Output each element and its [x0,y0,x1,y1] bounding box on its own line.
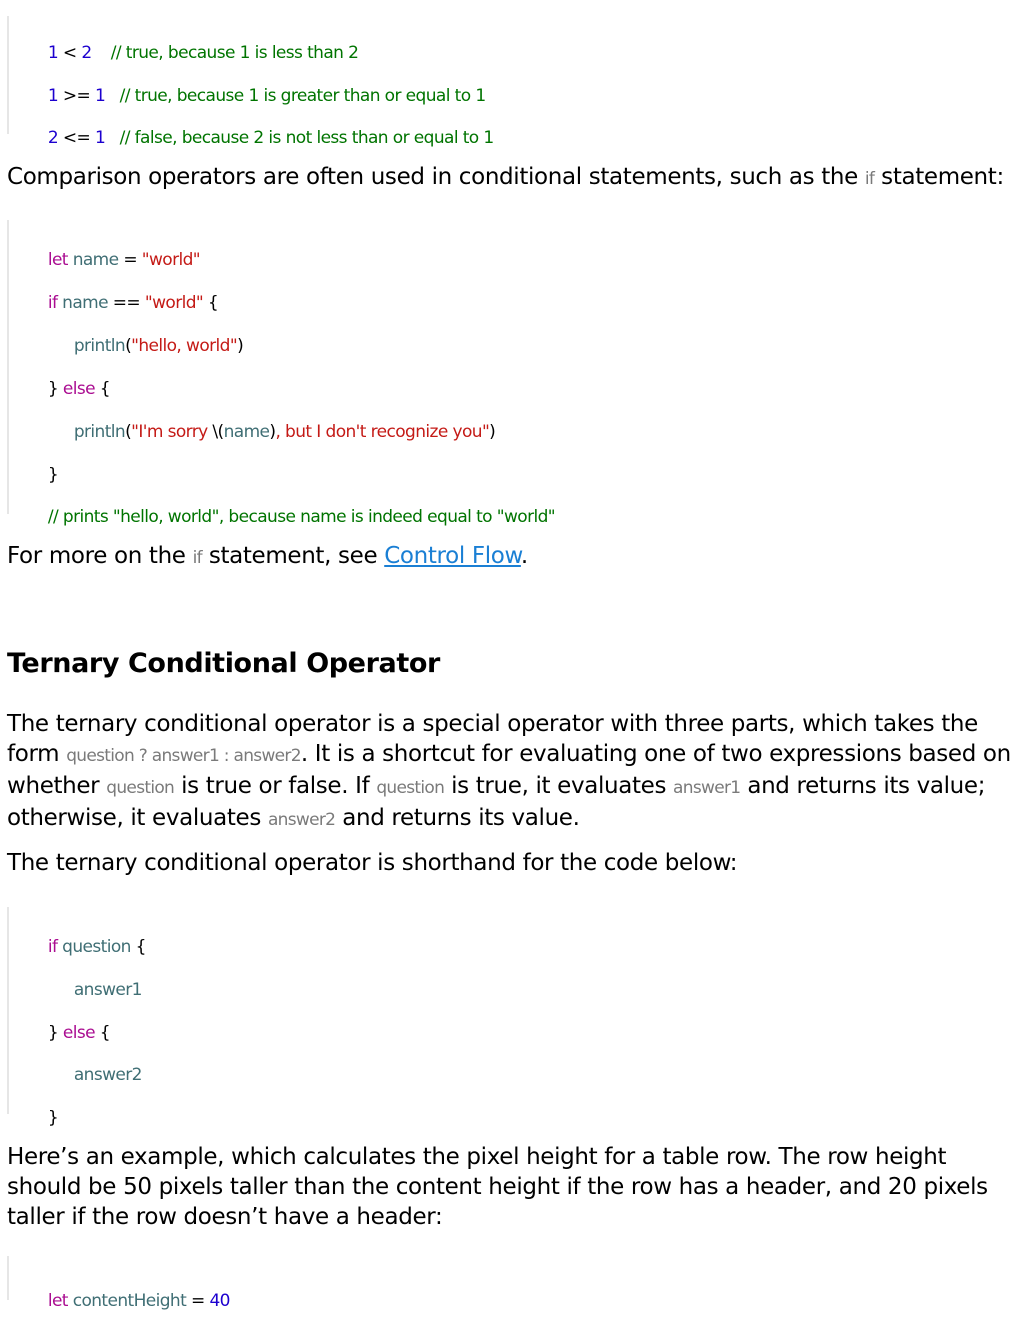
code-identifier: name [223,422,270,442]
code-keyword: let [47,250,68,270]
code-identifier: name [67,250,119,270]
code-operator: <= [58,128,95,148]
code-identifier: answer1 [73,980,142,1000]
paragraph-text: statement: [874,164,1004,190]
code-comment: // false, because 2 is not less than or equal to 1 [105,128,494,148]
paragraph-row-height-example: Here’s an example, which calculates the pixel height for a table row. The row height should be 50 pixels taller than the content height if the row has a header, and 20 pixels taller if the row doesn’t have a header: [7,1144,988,1230]
code-keyword: if [47,937,58,957]
code-string: "I'm sorry [131,422,213,442]
code-punctuation: { [130,937,146,957]
code-punctuation: } [47,1023,63,1043]
code-keyword: else [62,1023,95,1043]
code-number: 1 [47,86,59,106]
paragraph-text: . [520,543,528,569]
code-number: 2 [81,43,92,63]
inline-code: if [864,169,875,189]
code-block-if-example [7,220,1009,527]
code-block-comparison [7,16,1009,148]
code-function: println [73,336,126,356]
code-punctuation: ( [125,336,132,356]
code-identifier: name [57,293,108,313]
code-line [45,399,495,465]
code-punctuation: } [47,1108,59,1128]
code-string: "hello, world" [131,336,238,356]
code-block-content-height [7,1256,1009,1311]
paragraph-control-flow-ref [7,541,1012,573]
code-line [45,1042,142,1108]
code-identifier: answer2 [73,1065,142,1085]
code-keyword: if [47,293,58,313]
code-identifier: contentHeight [67,1291,187,1311]
inline-code: question ? answer1 : answer2 [66,746,301,766]
code-operator: >= [58,86,95,106]
code-number: 1 [47,43,59,63]
code-punctuation: ) [269,422,276,442]
code-punctuation: } [47,465,59,485]
code-keyword: else [62,379,95,399]
paragraph-shorthand-intro: The ternary conditional operator is shorthand for the code below: [7,850,738,876]
code-operator: < [58,43,82,63]
code-number: 2 [47,128,59,148]
code-string: "world" [144,293,204,313]
code-punctuation: } [47,379,63,399]
code-comment: // prints "hello, world", because name is indeed equal to "world" [47,507,556,527]
paragraph-text: statement, see [201,543,385,569]
code-punctuation: ( [125,422,132,442]
inline-code: answer2 [267,810,336,830]
code-punctuation: { [203,293,219,313]
paragraph-text: and returns its value; otherwise, it evaluates [7,773,986,831]
inline-code: answer1 [673,778,741,798]
paragraph-text: and returns its value. [335,805,580,831]
paragraph-ternary-description [7,709,1012,835]
code-operator: == [107,293,145,313]
paragraph-comparison-usage [7,162,1012,194]
code-comment: // true, because 1 is less than 2 [91,43,359,63]
code-punctuation: { [94,379,110,399]
paragraph-text: is true or false. If [174,773,377,799]
code-identifier: question [57,937,131,957]
code-string: , but I don't recognize you" [275,422,490,442]
code-punctuation: ) [489,422,496,442]
control-flow-link[interactable]: Control Flow [384,543,521,569]
code-keyword: let [47,1291,68,1311]
paragraph-text: For more on the [7,543,193,569]
code-operator: = [186,1291,210,1311]
section-heading: Ternary Conditional Operator [7,648,440,679]
paragraph-text: is true, it evaluates [444,773,674,799]
code-line [19,1268,230,1334]
code-number: 40 [209,1291,230,1311]
inline-code: question [106,778,175,798]
paragraph-text: . It is a shortcut for evaluating one of two expressions based on whether [7,741,1011,799]
code-comment: // true, because 1 is greater than or equal to 1 [105,86,486,106]
code-string: "world" [141,250,201,270]
code-punctuation: { [94,1023,110,1043]
code-function: println [73,422,126,442]
code-number: 1 [94,86,106,106]
code-block-ternary-equivalent [7,907,1009,1128]
paragraph-text: The ternary conditional operator is a special operator with three parts, which takes the form [7,711,978,767]
inline-code: if [192,548,202,568]
code-number: 1 [94,128,106,148]
code-escape: \( [212,422,224,442]
inline-code: question [376,778,445,798]
code-operator: = [118,250,142,270]
code-punctuation: ) [237,336,244,356]
paragraph-text: Comparison operators are often used in conditional statements, such as the [7,164,865,190]
